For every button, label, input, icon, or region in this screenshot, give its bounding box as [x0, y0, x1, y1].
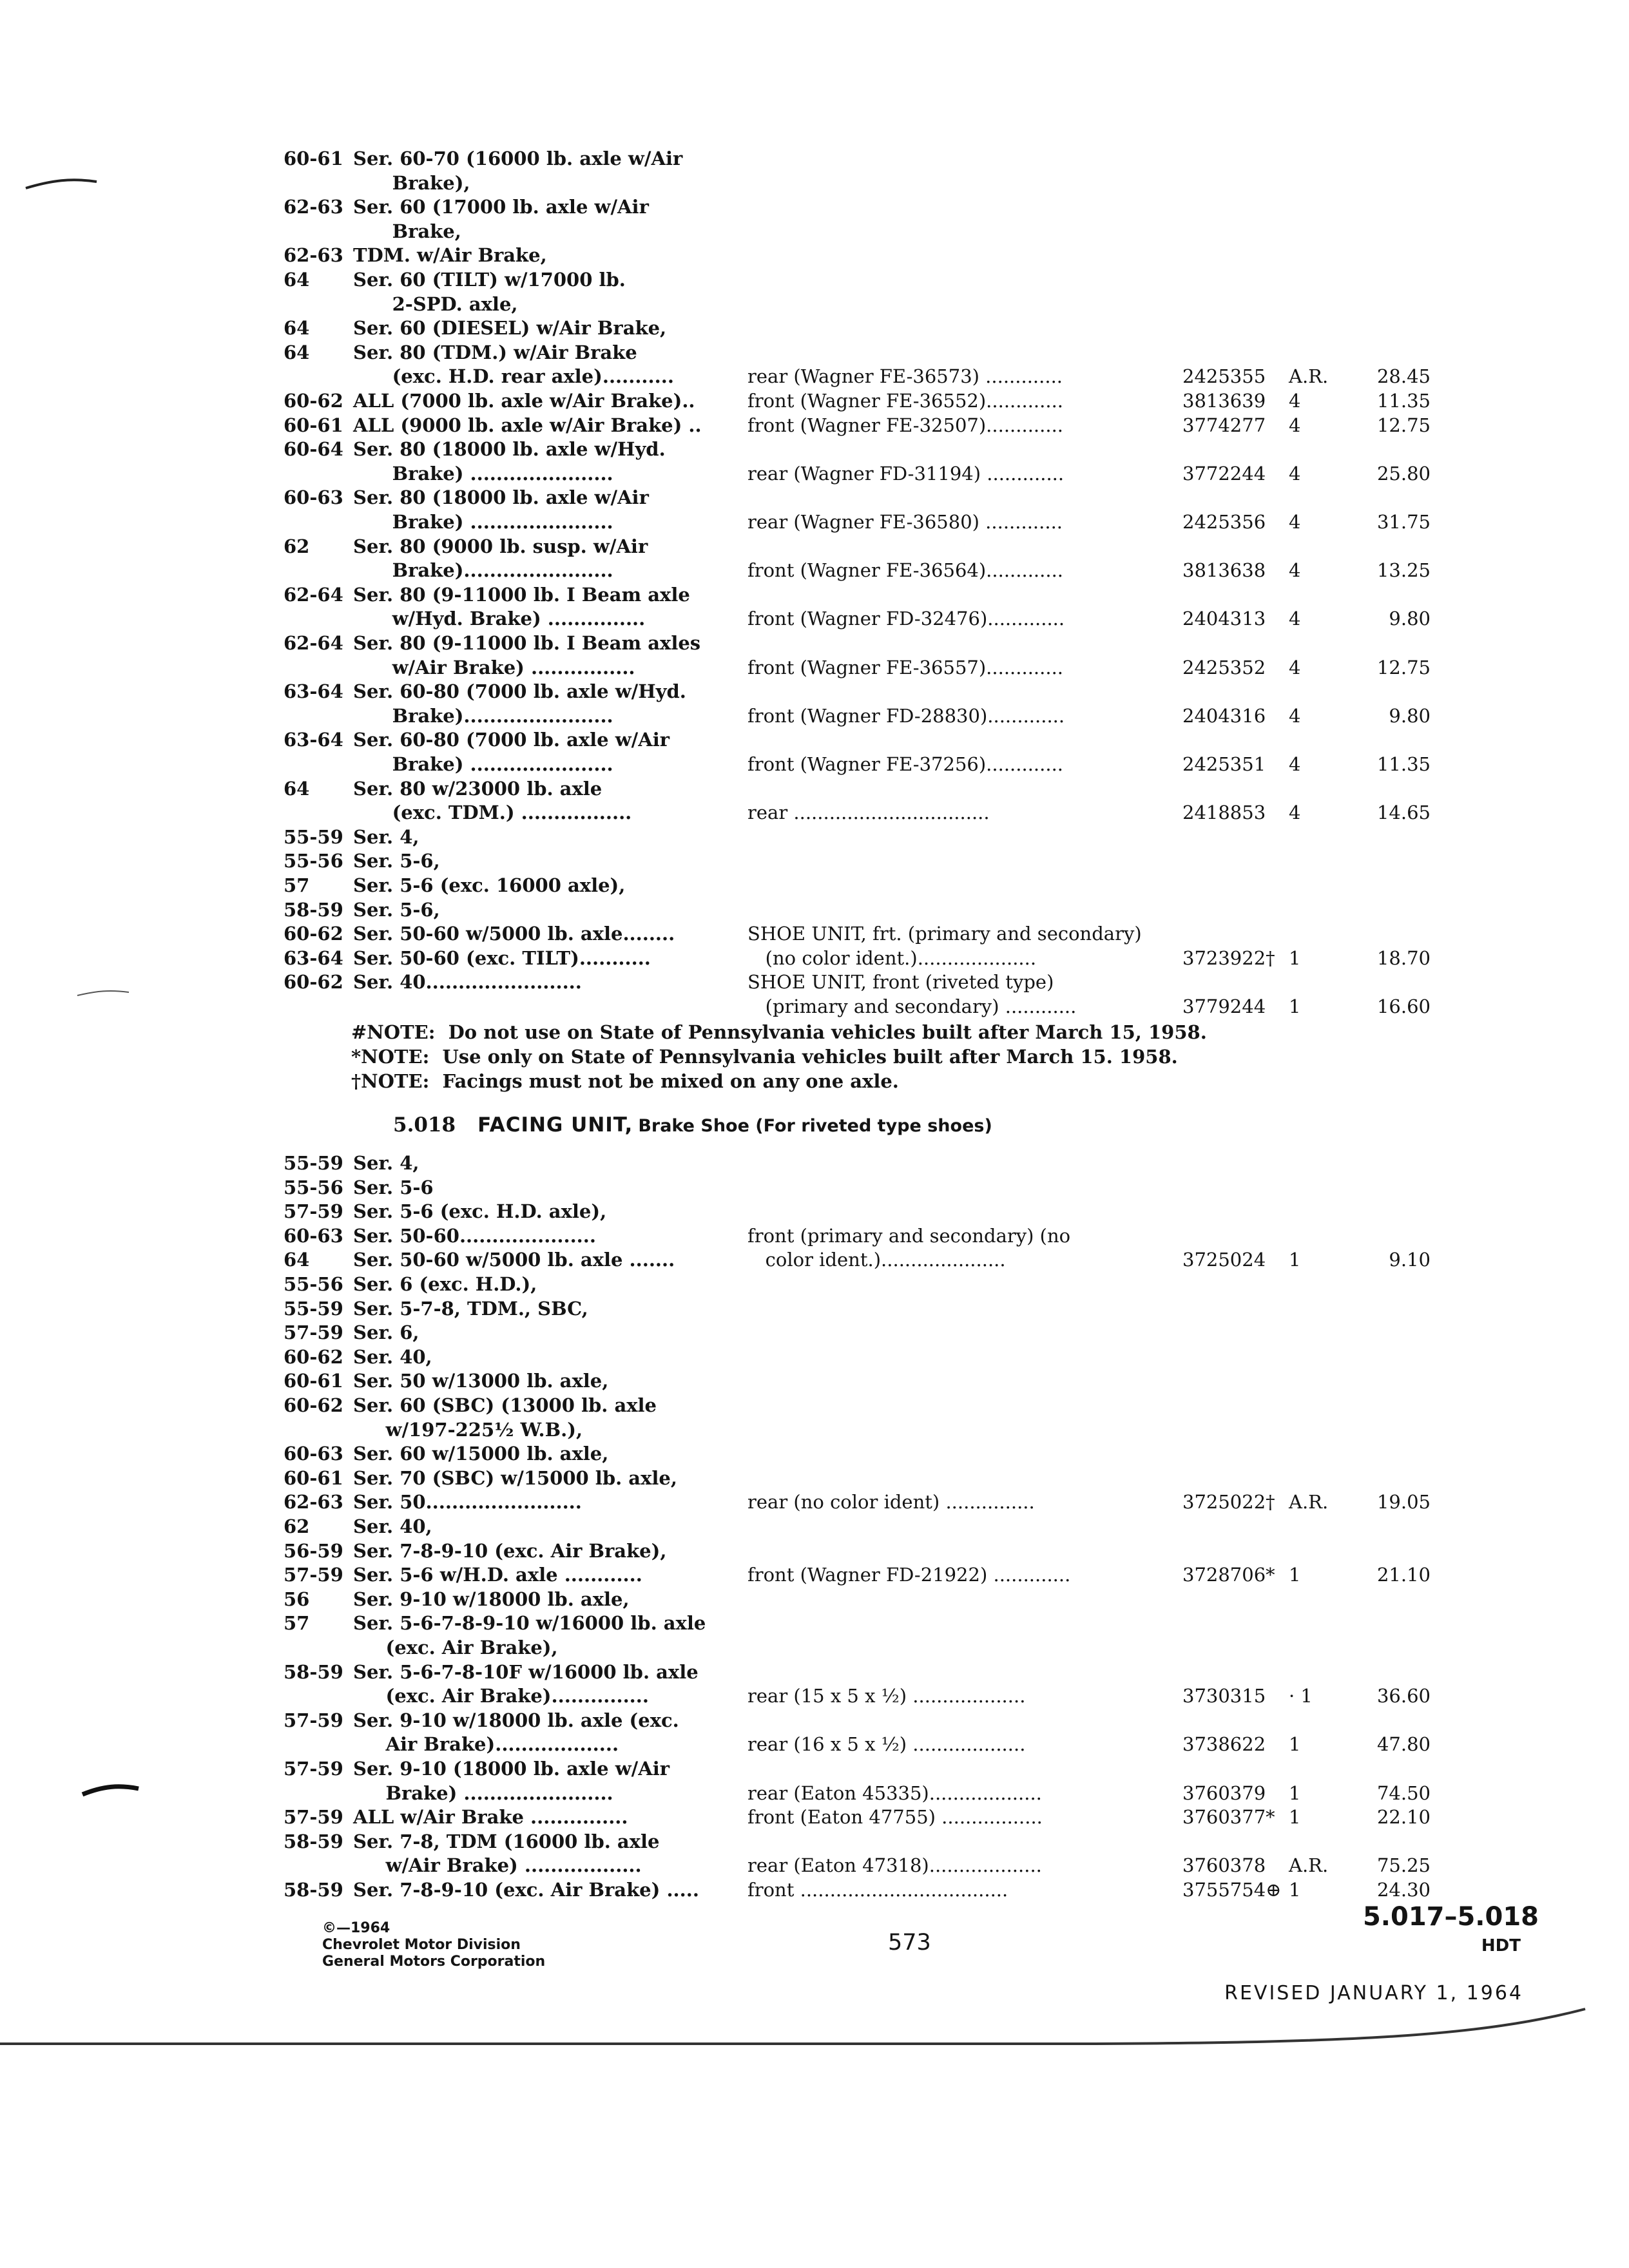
footnote: *NOTE: Use only on State of Pennsylvania vehicles built after March 15. 1958.: [351, 1046, 1178, 1068]
margin-mark-middle: [77, 991, 129, 995]
application-cell: Ser. 5-6-7-8-9-10 w/16000 lb. axle: [353, 1612, 706, 1635]
year-cell: 60-61: [284, 1466, 343, 1489]
application-cell: Ser. 80 (9000 lb. susp. w/Air: [353, 535, 648, 557]
description-cell: front (Wagner FD-32476).............: [747, 608, 1065, 630]
description-cell: front (Wagner FE-36564).............: [747, 559, 1064, 582]
year-cell: 58-59: [284, 1830, 343, 1852]
description-cell: (no color ident.)....................: [747, 947, 1037, 969]
year-cell: 64: [284, 317, 310, 340]
year-cell: 56-59: [284, 1539, 343, 1562]
application-cell: Ser. 7-8, TDM (16000 lb. axle: [353, 1830, 660, 1852]
year-cell: 62: [284, 1515, 310, 1537]
application-cell: ALL (7000 lb. axle w/Air Brake)..: [353, 390, 695, 412]
quantity-cell: 4: [1289, 390, 1301, 412]
application-cell: Ser. 40........................: [353, 971, 582, 994]
part-number-cell: 3779244: [1182, 995, 1266, 1017]
year-cell: 60-63: [284, 1443, 343, 1465]
part-number-cell: 2425356: [1182, 511, 1266, 533]
description-cell: rear .................................: [747, 802, 990, 824]
description-cell: front (Wagner FE-37256).............: [747, 753, 1064, 775]
year-cell: 62: [284, 535, 310, 557]
year-cell: 60-63: [284, 486, 343, 509]
price-cell: 13.25: [1376, 559, 1431, 582]
year-cell: 63-64: [284, 729, 343, 751]
application-cell: Air Brake)...................: [353, 1733, 619, 1756]
application-cell: Ser. 5-6 (exc. 16000 axle),: [353, 874, 626, 896]
year-cell: 58-59: [284, 1660, 343, 1683]
application-cell: Ser. 60 (17000 lb. axle w/Air: [353, 196, 649, 218]
description-cell: (primary and secondary) ............: [747, 995, 1077, 1017]
application-cell: Ser. 60 w/15000 lb. axle,: [353, 1443, 609, 1465]
description-cell: rear (Wagner FD-31194) .............: [747, 462, 1065, 485]
copyright: ©—1964: [322, 1920, 390, 1936]
application-cell: Brake).......................: [353, 704, 613, 727]
application-cell: Ser. 5-6: [353, 1176, 434, 1198]
quantity-cell: A.R.: [1289, 1854, 1329, 1877]
quantity-cell: A.R.: [1289, 1491, 1329, 1514]
application-cell: Ser. 60-80 (7000 lb. axle w/Air: [353, 729, 670, 751]
year-cell: 60-61: [284, 148, 343, 169]
application-cell: Ser. 4,: [353, 1152, 419, 1174]
year-cell: 55-59: [284, 1297, 343, 1320]
part-number-cell: 3723922†: [1182, 947, 1275, 969]
application-cell: Ser. 80 (TDM.) w/Air Brake: [353, 341, 637, 363]
year-cell: 57-59: [284, 1806, 343, 1829]
year-cell: 57: [284, 1612, 310, 1635]
quantity-cell: 1: [1289, 1249, 1301, 1271]
quantity-cell: 4: [1289, 608, 1301, 630]
quantity-cell: · 1: [1289, 1685, 1313, 1707]
price-cell: 16.60: [1376, 995, 1431, 1017]
part-number-cell: 2425351: [1182, 753, 1266, 775]
price-cell: 28.45: [1376, 365, 1431, 388]
year-cell: 55-59: [284, 825, 343, 848]
description-cell: color ident.).....................: [747, 1249, 1006, 1271]
year-cell: 55-56: [284, 850, 343, 872]
application-cell: Ser. 70 (SBC) w/15000 lb. axle,: [353, 1466, 677, 1489]
year-cell: 57-59: [284, 1758, 343, 1780]
part-number-cell: 3730315: [1182, 1685, 1266, 1707]
year-cell: 60-62: [284, 971, 343, 994]
application-cell: Ser. 80 (9-11000 lb. I Beam axles: [353, 632, 701, 654]
description-cell: front (Wagner FE-32507).............: [747, 414, 1064, 436]
price-cell: 18.70: [1376, 947, 1431, 969]
margin-mark-bottom: [82, 1787, 139, 1794]
year-cell: 57: [284, 874, 310, 896]
year-cell: 60-64: [284, 438, 343, 461]
quantity-cell: 4: [1289, 802, 1301, 824]
description-cell: front (Wagner FD-21922) .............: [747, 1564, 1071, 1586]
quantity-cell: 4: [1289, 414, 1301, 436]
description-cell: front (Wagner FD-28830).............: [747, 704, 1065, 727]
application-cell: (exc. H.D. rear axle)...........: [353, 365, 674, 388]
application-cell: Ser. 40,: [353, 1345, 432, 1368]
corporation-name: General Motors Corporation: [322, 1954, 546, 1970]
year-cell: 62-63: [284, 196, 343, 218]
price-cell: 9.80: [1389, 704, 1431, 727]
application-cell: Ser. 5-6 (exc. H.D. axle),: [353, 1200, 607, 1223]
application-cell: Ser. 9-10 w/18000 lb. axle,: [353, 1588, 630, 1610]
year-cell: 60-63: [284, 1224, 343, 1247]
description-cell: rear (Wagner FE-36580) .............: [747, 511, 1063, 533]
year-cell: 60-62: [284, 1394, 343, 1416]
year-cell: 62-63: [284, 244, 343, 267]
application-cell: Ser. 4,: [353, 825, 419, 848]
application-cell: Ser. 60 (SBC) (13000 lb. axle: [353, 1394, 657, 1416]
quantity-cell: 4: [1289, 462, 1301, 485]
application-cell: Ser. 80 (18000 lb. axle w/Air: [353, 486, 649, 509]
part-number-cell: 3725022†: [1182, 1491, 1275, 1514]
application-cell: Ser. 80 (9-11000 lb. I Beam axle: [353, 583, 690, 606]
quantity-cell: 1: [1289, 1782, 1301, 1804]
application-cell: Ser. 7-8-9-10 (exc. Air Brake),: [353, 1539, 667, 1562]
year-cell: 57-59: [284, 1564, 343, 1586]
quantity-cell: 1: [1289, 947, 1301, 969]
year-cell: 62-64: [284, 632, 343, 654]
year-cell: 60-61: [284, 1370, 343, 1392]
application-cell: 2-SPD. axle,: [353, 293, 518, 315]
description-cell: rear (Eaton 45335)...................: [747, 1782, 1042, 1804]
part-number-cell: 2404313: [1182, 608, 1266, 630]
part-number-cell: 3755754⊕: [1182, 1879, 1282, 1901]
quantity-cell: 4: [1289, 753, 1301, 775]
year-cell: 64: [284, 269, 310, 291]
division-code: HDT: [1481, 1936, 1521, 1956]
quantity-cell: 1: [1289, 1564, 1301, 1586]
description-cell: SHOE UNIT, front (riveted type): [747, 971, 1054, 994]
quantity-cell: 4: [1289, 511, 1301, 533]
price-cell: 31.75: [1376, 511, 1431, 533]
margin-mark-top: [26, 180, 97, 188]
division-name: Chevrolet Motor Division: [322, 1937, 521, 1953]
application-cell: Brake) ......................: [353, 753, 613, 775]
application-cell: Brake) .......................: [353, 1782, 613, 1804]
year-cell: 55-56: [284, 1273, 343, 1295]
application-cell: Ser. 80 w/23000 lb. axle: [353, 777, 602, 800]
quantity-cell: 1: [1289, 1733, 1301, 1756]
section-number: 5.018: [393, 1113, 456, 1137]
application-cell: Ser. 5-6,: [353, 898, 440, 921]
description-cell: SHOE UNIT, frt. (primary and secondary): [747, 923, 1142, 945]
quantity-cell: 4: [1289, 656, 1301, 678]
application-cell: (exc. Air Brake)...............: [353, 1685, 649, 1707]
application-cell: Brake).......................: [353, 559, 613, 582]
year-cell: 62-64: [284, 583, 343, 606]
price-cell: 11.35: [1376, 753, 1431, 775]
application-cell: w/Air Brake) ................: [353, 656, 635, 678]
application-cell: Ser. 7-8-9-10 (exc. Air Brake) .....: [353, 1879, 699, 1901]
year-cell: 64: [284, 777, 310, 800]
quantity-cell: 1: [1289, 1806, 1301, 1829]
year-cell: 56: [284, 1588, 310, 1610]
application-cell: Ser. 9-10 w/18000 lb. axle (exc.: [353, 1709, 679, 1731]
section-title: FACING UNIT,: [477, 1113, 633, 1137]
price-cell: 25.80: [1376, 462, 1431, 485]
year-cell: 63-64: [284, 680, 343, 703]
application-cell: Ser. 50-60 w/5000 lb. axle........: [353, 923, 675, 945]
description-cell: rear (16 x 5 x ½) ...................: [747, 1733, 1026, 1756]
application-cell: Ser. 50-60 w/5000 lb. axle .......: [353, 1249, 675, 1271]
year-cell: 58-59: [284, 1879, 343, 1901]
description-cell: rear (Eaton 47318)...................: [747, 1854, 1042, 1877]
application-cell: Brake) ......................: [353, 462, 613, 485]
quantity-cell: 4: [1289, 559, 1301, 582]
application-cell: ALL (9000 lb. axle w/Air Brake) ..: [353, 414, 702, 436]
application-cell: w/197-225½ W.B.),: [353, 1418, 583, 1441]
page-rule-line: [0, 2009, 1585, 2044]
year-cell: 62-63: [284, 1491, 343, 1514]
part-number-cell: 3772244: [1182, 462, 1266, 485]
application-cell: Brake,: [353, 220, 461, 242]
application-cell: Ser. 50-60 (exc. TILT)...........: [353, 947, 651, 969]
footnote: †NOTE: Facings must not be mixed on any one axle.: [351, 1070, 899, 1092]
part-number-cell: 3728706*: [1182, 1564, 1275, 1586]
application-cell: Ser. 5-6,: [353, 850, 440, 872]
description-cell: rear (Wagner FE-36573) .............: [747, 365, 1063, 388]
application-cell: w/Hyd. Brake) ...............: [353, 608, 646, 630]
application-cell: Ser. 60-70 (16000 lb. axle w/Air: [353, 148, 683, 169]
description-cell: front (Wagner FE-36557).............: [747, 656, 1064, 678]
page-number: 573: [888, 1930, 931, 1956]
year-cell: 64: [284, 341, 310, 363]
quantity-cell: 4: [1289, 704, 1301, 727]
year-cell: 58-59: [284, 898, 343, 921]
revision-date: REVISED JANUARY 1, 1964: [1224, 1982, 1523, 2004]
price-cell: 75.25: [1376, 1854, 1431, 1877]
application-cell: w/Air Brake) ..................: [353, 1854, 642, 1877]
application-cell: Ser. 9-10 (18000 lb. axle w/Air: [353, 1758, 670, 1780]
quantity-cell: 1: [1289, 995, 1301, 1017]
price-cell: 24.30: [1376, 1879, 1431, 1901]
description-cell: rear (15 x 5 x ½) ...................: [747, 1685, 1026, 1707]
application-cell: Ser. 60 (TILT) w/17000 lb.: [353, 269, 626, 291]
application-cell: Ser. 50........................: [353, 1491, 582, 1514]
price-cell: 22.10: [1376, 1806, 1431, 1829]
application-cell: Ser. 80 (18000 lb. axle w/Hyd.: [353, 438, 666, 461]
price-cell: 19.05: [1376, 1491, 1431, 1514]
price-cell: 9.10: [1389, 1249, 1431, 1271]
application-cell: (exc. TDM.) .................: [353, 802, 632, 824]
year-cell: 60-62: [284, 390, 343, 412]
section-subtitle: Brake Shoe (For riveted type shoes): [638, 1116, 992, 1136]
year-cell: 57-59: [284, 1321, 343, 1344]
part-number-cell: 3774277: [1182, 414, 1266, 436]
year-cell: 57-59: [284, 1200, 343, 1223]
year-cell: 55-56: [284, 1176, 343, 1198]
application-cell: Ser. 50 w/13000 lb. axle,: [353, 1370, 609, 1392]
application-cell: Ser. 6 (exc. H.D.),: [353, 1273, 537, 1295]
application-cell: Ser. 5-7-8, TDM., SBC,: [353, 1297, 588, 1320]
application-cell: Brake),: [353, 171, 470, 194]
section-reference: 5.017–5.018: [1362, 1902, 1539, 1932]
application-cell: Ser. 50-60.....................: [353, 1224, 596, 1247]
part-number-cell: 2425355: [1182, 365, 1266, 388]
price-cell: 11.35: [1376, 390, 1431, 412]
application-cell: TDM. w/Air Brake,: [353, 244, 547, 267]
description-cell: front (primary and secondary) (no: [747, 1224, 1071, 1247]
application-cell: Brake) ......................: [353, 511, 613, 533]
part-number-cell: 2404316: [1182, 704, 1266, 727]
price-cell: 12.75: [1376, 414, 1431, 436]
year-cell: 60-62: [284, 1345, 343, 1368]
footnote: #NOTE: Do not use on State of Pennsylvania vehicles built after March 15, 1958.: [351, 1021, 1207, 1043]
application-cell: ALL w/Air Brake ...............: [353, 1806, 628, 1829]
description-cell: front ...................................: [747, 1879, 1008, 1901]
part-number-cell: 3813638: [1182, 559, 1266, 582]
part-number-cell: 3760377*: [1182, 1806, 1275, 1829]
quantity-cell: 1: [1289, 1879, 1301, 1901]
application-cell: Ser. 6,: [353, 1321, 419, 1344]
application-cell: Ser. 5-6-7-8-10F w/16000 lb. axle: [353, 1660, 699, 1683]
part-number-cell: 2425352: [1182, 656, 1266, 678]
part-number-cell: 3738622: [1182, 1733, 1266, 1756]
price-cell: 14.65: [1376, 802, 1431, 824]
quantity-cell: A.R.: [1289, 365, 1329, 388]
part-number-cell: 3725024: [1182, 1249, 1266, 1271]
part-number-cell: 2418853: [1182, 802, 1266, 824]
part-number-cell: 3760378: [1182, 1854, 1266, 1877]
price-cell: 21.10: [1376, 1564, 1431, 1586]
price-cell: 12.75: [1376, 656, 1431, 678]
application-cell: (exc. Air Brake),: [353, 1637, 558, 1658]
price-cell: 74.50: [1376, 1782, 1431, 1804]
price-cell: 9.80: [1389, 608, 1431, 630]
year-cell: 64: [284, 1249, 310, 1271]
application-cell: Ser. 40,: [353, 1515, 432, 1537]
year-cell: 57-59: [284, 1709, 343, 1731]
application-cell: Ser. 60 (DIESEL) w/Air Brake,: [353, 317, 667, 340]
price-cell: 47.80: [1376, 1733, 1431, 1756]
description-cell: rear (no color ident) ...............: [747, 1491, 1035, 1514]
application-cell: Ser. 5-6 w/H.D. axle ............: [353, 1564, 642, 1586]
price-cell: 36.60: [1376, 1685, 1431, 1707]
application-cell: Ser. 60-80 (7000 lb. axle w/Hyd.: [353, 680, 686, 703]
part-number-cell: 3813639: [1182, 390, 1266, 412]
year-cell: 63-64: [284, 947, 343, 969]
year-cell: 55-59: [284, 1152, 343, 1174]
description-cell: front (Eaton 47755) .................: [747, 1806, 1043, 1829]
description-cell: front (Wagner FE-36552).............: [747, 390, 1064, 412]
year-cell: 60-61: [284, 414, 343, 436]
part-number-cell: 3760379: [1182, 1782, 1266, 1804]
year-cell: 60-62: [284, 923, 343, 945]
